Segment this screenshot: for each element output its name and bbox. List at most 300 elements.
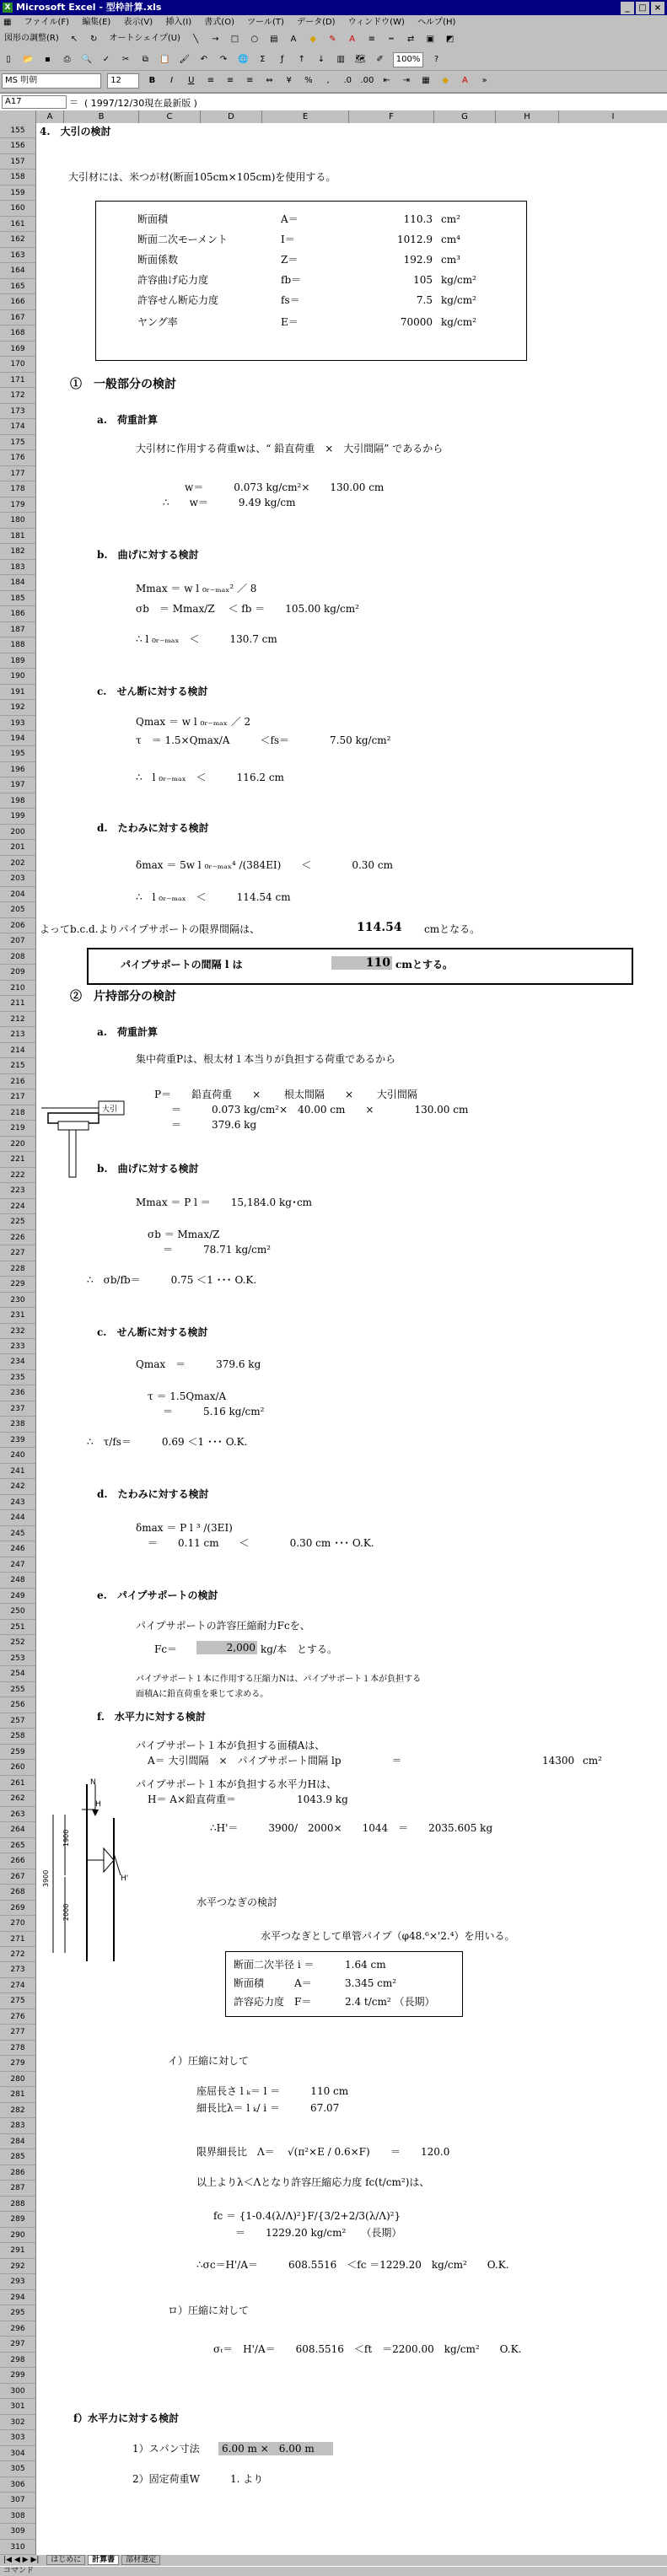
chart-wizard-icon[interactable]: ▥	[333, 52, 348, 67]
align-center-icon[interactable]: ≡	[223, 73, 238, 89]
row-headers	[0, 123, 36, 2555]
tab-members[interactable]: 部材選定	[121, 2555, 160, 2565]
row-header[interactable]: 267	[0, 1869, 35, 1885]
row-header[interactable]: 191	[0, 685, 35, 700]
row-header[interactable]: 236	[0, 1385, 35, 1401]
formula-equals-icon[interactable]: ＝	[69, 97, 78, 108]
row-header[interactable]: 234	[0, 1354, 35, 1369]
property-label: 断面二次モーメント	[137, 234, 228, 245]
row-header[interactable]: 197	[0, 777, 35, 793]
row-header[interactable]: 221	[0, 1152, 35, 1167]
row-header[interactable]: 298	[0, 2353, 35, 2368]
row-header[interactable]: 280	[0, 2072, 35, 2087]
k-shear-1: Qmax ＝ 379.6 kg	[136, 1358, 261, 1370]
menu-window[interactable]: ウィンドウ(W)	[347, 18, 405, 27]
row-header[interactable]: 203	[0, 871, 35, 886]
tab-calculation[interactable]: 計算書	[88, 2555, 119, 2565]
font-color-icon[interactable]: A	[345, 32, 360, 47]
shadow-icon[interactable]: ▣	[422, 32, 438, 47]
row-header[interactable]: 176	[0, 450, 35, 465]
row-header[interactable]: 189	[0, 653, 35, 669]
row-header[interactable]: 291	[0, 2243, 35, 2258]
row-header[interactable]: 190	[0, 669, 35, 684]
tab-prev-icon[interactable]: ◀	[13, 2556, 20, 2564]
row-header[interactable]: 249	[0, 1589, 35, 1604]
column-header[interactable]: F	[349, 110, 434, 123]
draw-menu-button[interactable]: 図形の調整(R)	[2, 32, 62, 46]
row-header[interactable]: 240	[0, 1448, 35, 1463]
row-header[interactable]: 284	[0, 2134, 35, 2149]
row-header[interactable]: 299	[0, 2368, 35, 2383]
row-header[interactable]: 292	[0, 2259, 35, 2274]
row-header[interactable]: 271	[0, 1932, 35, 1947]
row-header[interactable]: 282	[0, 2103, 35, 2118]
column-header[interactable]: D	[201, 110, 262, 123]
row-header[interactable]: 305	[0, 2461, 35, 2477]
row-header[interactable]: 243	[0, 1495, 35, 1510]
shear-title: c. せん断に対する検討	[97, 686, 208, 697]
row-header[interactable]: 261	[0, 1776, 35, 1791]
format-painter-icon[interactable]: 🖌	[177, 52, 192, 67]
row-header[interactable]: 257	[0, 1713, 35, 1729]
fill-color-icon-2[interactable]: ◆	[438, 73, 453, 89]
column-header[interactable]: G	[434, 110, 496, 123]
menu-bar	[0, 15, 667, 30]
oval-icon[interactable]: ○	[247, 32, 262, 47]
k-bending-1: Mmax ＝ P l ＝ 15,184.0 kg･cm	[136, 1197, 313, 1208]
property-value: 192.9	[403, 254, 433, 266]
drawing-toolbar	[0, 30, 667, 51]
row-header[interactable]: 253	[0, 1651, 35, 1666]
property-label: ヤング率	[137, 316, 178, 328]
row-header[interactable]: 213	[0, 1027, 35, 1042]
row-header[interactable]: 256	[0, 1697, 35, 1713]
3d-icon[interactable]: ◩	[443, 32, 458, 47]
font-color-icon-2[interactable]: A	[457, 73, 472, 89]
function-icon[interactable]: ƒ	[275, 52, 290, 67]
k-shear-title: c. せん断に対する検討	[97, 1326, 208, 1338]
row-header[interactable]: 183	[0, 560, 35, 575]
row-header[interactable]: 219	[0, 1121, 35, 1136]
property-symbol: E＝	[281, 316, 299, 328]
row-header[interactable]: 259	[0, 1745, 35, 1760]
row-header[interactable]: 251	[0, 1620, 35, 1635]
row-header[interactable]: 302	[0, 2415, 35, 2430]
row-header[interactable]: 296	[0, 2321, 35, 2337]
row-header[interactable]: 248	[0, 1573, 35, 1588]
row-header[interactable]: 308	[0, 2509, 35, 2524]
row-header[interactable]: 309	[0, 2524, 35, 2539]
row-header[interactable]: 222	[0, 1168, 35, 1183]
row-header[interactable]: 279	[0, 2056, 35, 2071]
row-header[interactable]: 223	[0, 1183, 35, 1198]
row-header[interactable]: 241	[0, 1464, 35, 1479]
row-header[interactable]: 269	[0, 1901, 35, 1916]
row-header[interactable]: 306	[0, 2477, 35, 2493]
pointer-icon[interactable]: ↖	[67, 32, 82, 47]
row-header[interactable]: 265	[0, 1838, 35, 1853]
pipe-prop-value: 2.4 t/cm² （長期）	[345, 1996, 435, 2008]
row-header[interactable]: 187	[0, 622, 35, 637]
column-header[interactable]: A	[36, 110, 64, 123]
menu-format[interactable]: 書式(O)	[204, 18, 234, 27]
arrow-icon[interactable]: →	[207, 32, 223, 47]
row-header[interactable]: 185	[0, 591, 35, 606]
row-header[interactable]: 277	[0, 2025, 35, 2040]
map-icon[interactable]: 🗺	[352, 52, 368, 67]
row-header[interactable]: 171	[0, 373, 35, 388]
italic-icon[interactable]: I	[164, 73, 180, 89]
bold-icon[interactable]: B	[144, 73, 159, 89]
row-header[interactable]: 179	[0, 497, 35, 513]
compression-6: ＝ 1229.20 kg/cm² （長期）	[235, 2227, 402, 2239]
row-header[interactable]: 238	[0, 1417, 35, 1432]
row-header[interactable]: 173	[0, 404, 35, 419]
k-pipe-1: パイプサポートの許容圧縮耐力Fcを、	[136, 1620, 310, 1632]
property-symbol: I＝	[281, 234, 295, 245]
column-header[interactable]: E	[262, 110, 349, 123]
window-title: Microsoft Excel - 型枠計算.xls	[16, 2, 162, 13]
tab-intro[interactable]: はじめに	[46, 2555, 85, 2565]
undo-icon[interactable]: ↶	[196, 52, 212, 67]
k-pipe-2: パイプサポート１本に作用する圧縮力Nは、パイプサポート１本が負担する	[136, 1675, 422, 1684]
row-header[interactable]: 160	[0, 201, 35, 216]
name-box[interactable]: A17	[2, 95, 67, 109]
row-header[interactable]: 289	[0, 2212, 35, 2227]
print-icon[interactable]: ⎙	[60, 52, 75, 67]
maximize-icon[interactable]: □	[636, 2, 649, 14]
row-header[interactable]: 286	[0, 2165, 35, 2181]
property-unit: cm⁴	[441, 234, 460, 245]
cut-icon[interactable]: ✂	[118, 52, 133, 67]
comma-icon[interactable]: ,	[320, 73, 336, 89]
row-header[interactable]: 283	[0, 2118, 35, 2133]
menu-view[interactable]: 表示(V)	[123, 18, 153, 27]
row-header[interactable]: 163	[0, 248, 35, 263]
line-icon[interactable]: ╲	[188, 32, 203, 47]
row-header[interactable]: 268	[0, 1885, 35, 1900]
save-icon[interactable]: ▪	[40, 52, 55, 67]
row-header[interactable]: 266	[0, 1853, 35, 1869]
row-header[interactable]: 196	[0, 762, 35, 777]
bending-1: Mmax ＝ w l ₀ᵣ₋ₘₐₓ² ／ 8	[136, 583, 257, 594]
pipe-prop-label: 断面二次半径 i ＝	[234, 1959, 315, 1971]
row-header[interactable]: 201	[0, 840, 35, 855]
rectangle-icon[interactable]: □	[228, 32, 243, 47]
drawing-icon[interactable]: ✐	[373, 52, 388, 67]
pipe-spacing-value[interactable]: 110	[331, 956, 392, 970]
row-header[interactable]: 212	[0, 1012, 35, 1027]
row-header[interactable]: 232	[0, 1324, 35, 1339]
row-header[interactable]: 244	[0, 1510, 35, 1525]
column-header[interactable]: H	[496, 110, 559, 123]
autoshape-menu-button[interactable]: オートシェイプ(U)	[106, 32, 183, 46]
row-header[interactable]: 301	[0, 2399, 35, 2414]
row-header[interactable]: 175	[0, 435, 35, 450]
row-header[interactable]: 275	[0, 1993, 35, 2009]
column-header[interactable]: C	[139, 110, 201, 123]
wordart-icon[interactable]: A	[286, 32, 301, 47]
row-header[interactable]: 205	[0, 902, 35, 917]
copy-icon[interactable]: ⧉	[137, 52, 153, 67]
close-icon[interactable]: ×	[651, 2, 664, 14]
increase-decimal-icon[interactable]: .0	[340, 73, 355, 89]
row-header[interactable]: 270	[0, 1916, 35, 1931]
row-header[interactable]: 224	[0, 1199, 35, 1214]
row-header[interactable]: 164	[0, 263, 35, 278]
menu-data[interactable]: データ(D)	[297, 18, 336, 27]
row-header[interactable]: 297	[0, 2337, 35, 2352]
compression2-1: σₜ＝ H'/A＝ 608.5516 ＜ft ＝2200.00 kg/cm² O.K.	[213, 2343, 522, 2355]
shear-1: Qmax ＝ w l ₀ᵣ₋ₘₐₓ ／ 2	[136, 716, 251, 728]
worksheet-grid[interactable]	[36, 123, 667, 2555]
line-color-icon[interactable]: ✎	[325, 32, 340, 47]
font-select[interactable]: MS 明朝	[2, 73, 101, 89]
row-header[interactable]: 214	[0, 1043, 35, 1058]
align-left-icon[interactable]: ≡	[203, 73, 218, 89]
row-header[interactable]: 170	[0, 357, 35, 372]
row-header[interactable]: 174	[0, 419, 35, 434]
row-header[interactable]: 260	[0, 1760, 35, 1775]
k-load-3: ＝ 379.6 kg	[171, 1119, 257, 1131]
paste-icon[interactable]: 📋	[158, 52, 173, 67]
rotate-icon[interactable]: ↻	[86, 32, 101, 47]
minimize-icon[interactable]: _	[621, 2, 634, 14]
dash-style-icon[interactable]: ┅	[384, 32, 399, 47]
row-header[interactable]: 186	[0, 606, 35, 621]
row-header[interactable]: 300	[0, 2384, 35, 2399]
row-header[interactable]: 263	[0, 1807, 35, 1822]
load-w2: ∴ w＝ 9.49 kg/cm	[163, 497, 296, 508]
row-header[interactable]: 276	[0, 2009, 35, 2025]
row-header[interactable]: 220	[0, 1137, 35, 1152]
figure-dim-3900: 3900	[42, 1869, 50, 1887]
row-header[interactable]: 310	[0, 2540, 35, 2555]
increase-indent-icon[interactable]: ⇥	[399, 73, 414, 89]
row-header[interactable]: 166	[0, 294, 35, 309]
row-header[interactable]: 231	[0, 1308, 35, 1323]
row-header[interactable]: 208	[0, 949, 35, 965]
k-horizontal-2: A＝ 大引間隔 × パイプサポート間隔 lp ＝	[148, 1755, 402, 1767]
options-icon[interactable]: »	[477, 73, 492, 89]
row-header[interactable]: 303	[0, 2430, 35, 2445]
row-header[interactable]: 168	[0, 325, 35, 341]
row-header[interactable]: 272	[0, 1947, 35, 1962]
row-header[interactable]: 247	[0, 1557, 35, 1573]
menu-edit[interactable]: 編集(E)	[82, 18, 111, 27]
row-header[interactable]: 157	[0, 154, 35, 169]
preview-icon[interactable]: 🔍	[79, 52, 94, 67]
font-size-select[interactable]: 12	[107, 73, 139, 89]
row-header[interactable]: 290	[0, 2228, 35, 2243]
zoom-select[interactable]: 100%	[393, 52, 424, 67]
redo-icon[interactable]: ↷	[216, 52, 231, 67]
row-header[interactable]: 264	[0, 1822, 35, 1837]
row-header[interactable]: 162	[0, 232, 35, 247]
line-style-icon[interactable]: ≡	[364, 32, 379, 47]
row-header[interactable]: 226	[0, 1230, 35, 1245]
compression-3-label: 限界細長比 Λ＝	[196, 2146, 275, 2158]
row-header[interactable]: 180	[0, 513, 35, 528]
row-header[interactable]: 258	[0, 1729, 35, 1744]
f2-span-value[interactable]: 6.00 m × 6.00 m	[218, 2442, 333, 2455]
spellcheck-icon[interactable]: ✓	[99, 52, 114, 67]
row-header[interactable]: 184	[0, 575, 35, 590]
row-header[interactable]: 228	[0, 1261, 35, 1277]
help-icon[interactable]: ?	[429, 52, 444, 67]
row-header[interactable]: 239	[0, 1433, 35, 1448]
hyperlink-icon[interactable]: 🌐	[235, 52, 250, 67]
row-header[interactable]: 242	[0, 1479, 35, 1494]
row-header[interactable]: 199	[0, 809, 35, 824]
sort-desc-icon[interactable]: ↓	[314, 52, 329, 67]
property-label: 断面係数	[137, 254, 179, 266]
row-header[interactable]: 161	[0, 217, 35, 232]
row-header[interactable]: 216	[0, 1074, 35, 1089]
row-header[interactable]: 294	[0, 2290, 35, 2305]
row-header[interactable]: 225	[0, 1214, 35, 1229]
currency-icon[interactable]: ¥	[282, 73, 297, 89]
row-header[interactable]: 245	[0, 1526, 35, 1541]
row-header[interactable]: 262	[0, 1791, 35, 1806]
row-header[interactable]: 165	[0, 279, 35, 294]
select-all-corner[interactable]	[0, 110, 36, 123]
row-header[interactable]: 246	[0, 1541, 35, 1557]
k-load-text: 集中荷重Pは、根太材１本当りが負担する荷重であるから	[136, 1053, 396, 1065]
row-header[interactable]: 200	[0, 825, 35, 840]
autosum-icon[interactable]: Σ	[255, 52, 270, 67]
fill-color-icon[interactable]: ◆	[305, 32, 320, 47]
k-horizontal-2-unit: cm²	[583, 1755, 602, 1767]
row-header[interactable]: 215	[0, 1058, 35, 1073]
row-header[interactable]: 194	[0, 731, 35, 746]
underline-icon[interactable]: U	[184, 73, 199, 89]
row-header[interactable]: 233	[0, 1339, 35, 1354]
row-header[interactable]: 210	[0, 981, 35, 996]
menu-file[interactable]: ファイル(F)	[24, 18, 69, 27]
row-header[interactable]: 182	[0, 544, 35, 559]
row-header[interactable]: 177	[0, 466, 35, 481]
row-header[interactable]: 167	[0, 310, 35, 325]
tab-last-icon[interactable]: ▶|	[30, 2556, 40, 2564]
menu-help[interactable]: ヘルプ(H)	[417, 18, 456, 27]
row-header[interactable]: 158	[0, 169, 35, 185]
row-header[interactable]: 304	[0, 2446, 35, 2461]
textbox-icon[interactable]: ▤	[266, 32, 282, 47]
sheet-icon: ▦	[3, 18, 12, 27]
arrow-style-icon[interactable]: ⇄	[403, 32, 418, 47]
merge-center-icon[interactable]: ⇔	[262, 73, 277, 89]
row-header[interactable]: 287	[0, 2181, 35, 2196]
row-header[interactable]: 252	[0, 1635, 35, 1650]
borders-icon[interactable]: ▦	[418, 73, 433, 89]
formula-content[interactable]: ( 1997/12/30現在最新版 )	[84, 98, 197, 109]
row-header[interactable]: 285	[0, 2149, 35, 2165]
open-icon[interactable]: 📂	[20, 52, 35, 67]
property-unit: kg/cm²	[441, 316, 476, 328]
tab-first-icon[interactable]: |◀	[3, 2556, 12, 2564]
decrease-indent-icon[interactable]: ⇤	[379, 73, 395, 89]
column-header[interactable]: B	[64, 110, 139, 123]
menu-tools[interactable]: ツール(T)	[247, 18, 284, 27]
general-section-heading: ① 一般部分の検討	[70, 378, 176, 391]
figure-h-label: H	[95, 1800, 101, 1809]
row-header[interactable]: 230	[0, 1293, 35, 1308]
compression-3-value: ＝ 120.0	[390, 2146, 450, 2158]
row-header[interactable]: 155	[0, 123, 35, 138]
k-pipe-fc-value[interactable]: 2,000	[196, 1641, 257, 1654]
tab-next-icon[interactable]: ▶	[22, 2556, 29, 2564]
menu-insert[interactable]: 挿入(I)	[165, 18, 192, 27]
decrease-decimal-icon[interactable]: .00	[359, 73, 374, 89]
row-header[interactable]: 209	[0, 965, 35, 980]
property-unit: kg/cm²	[441, 274, 476, 286]
column-header[interactable]: I	[559, 110, 667, 123]
k-shear-4: ∴ τ/fs＝ 0.69 ＜1 ･･･ O.K.	[87, 1436, 248, 1448]
row-header[interactable]: 229	[0, 1277, 35, 1292]
row-header[interactable]: 295	[0, 2305, 35, 2321]
property-value: 1012.9	[397, 234, 433, 245]
summary-unit: cmとなる。	[424, 923, 481, 935]
row-header[interactable]: 227	[0, 1245, 35, 1261]
row-header[interactable]: 254	[0, 1666, 35, 1681]
k-pipe-title: e. パイプサポートの検討	[97, 1589, 218, 1601]
k-horizontal-5: ∴H'＝ 3900/ 2000× 1044 ＝ 2035.605 kg	[210, 1822, 493, 1834]
row-header[interactable]: 202	[0, 856, 35, 871]
percent-icon[interactable]: %	[301, 73, 316, 89]
row-header[interactable]: 172	[0, 388, 35, 403]
row-header[interactable]: 293	[0, 2274, 35, 2289]
row-header[interactable]: 273	[0, 1962, 35, 1977]
row-header[interactable]: 178	[0, 481, 35, 497]
row-header[interactable]: 195	[0, 746, 35, 761]
formatting-toolbar	[0, 71, 667, 93]
k-horizontal-4: H＝ A×鉛直荷重＝ 1043.9 kg	[148, 1794, 348, 1805]
bending-2: σb ＝ Mmax/Z ＜ fb ＝ 105.00 kg/cm²	[136, 603, 359, 615]
f2-title: f）水平力に対する検討	[73, 2412, 180, 2424]
row-header[interactable]: 159	[0, 186, 35, 201]
row-header[interactable]: 198	[0, 793, 35, 809]
row-header[interactable]: 218	[0, 1105, 35, 1121]
row-header[interactable]: 288	[0, 2197, 35, 2212]
row-header[interactable]: 169	[0, 341, 35, 357]
row-header[interactable]: 156	[0, 138, 35, 153]
row-header[interactable]: 281	[0, 2087, 35, 2102]
new-icon[interactable]: ▯	[1, 52, 16, 67]
row-header[interactable]: 211	[0, 996, 35, 1011]
k-tie-text: 水平つなぎとして単管パイプ（φ48.⁶×'2.⁴）を用いる。	[261, 1930, 515, 1942]
row-header[interactable]: 181	[0, 529, 35, 544]
row-header[interactable]: 206	[0, 918, 35, 933]
row-header[interactable]: 237	[0, 1401, 35, 1417]
row-header[interactable]: 192	[0, 700, 35, 715]
row-header[interactable]: 235	[0, 1370, 35, 1385]
property-unit: cm³	[441, 254, 460, 266]
row-header[interactable]: 204	[0, 887, 35, 902]
row-header[interactable]: 307	[0, 2493, 35, 2508]
row-header[interactable]: 274	[0, 1978, 35, 1993]
k-pipe-3: 面積Aに鉛直荷重を乗じて求める。	[136, 1690, 269, 1699]
align-right-icon[interactable]: ≡	[242, 73, 257, 89]
row-header[interactable]: 217	[0, 1089, 35, 1105]
row-header[interactable]: 250	[0, 1604, 35, 1619]
row-header[interactable]: 188	[0, 637, 35, 653]
row-header[interactable]: 193	[0, 716, 35, 731]
row-header[interactable]: 255	[0, 1682, 35, 1697]
sort-asc-icon[interactable]: ↑	[294, 52, 309, 67]
row-header[interactable]: 278	[0, 2041, 35, 2056]
row-header[interactable]: 207	[0, 933, 35, 949]
